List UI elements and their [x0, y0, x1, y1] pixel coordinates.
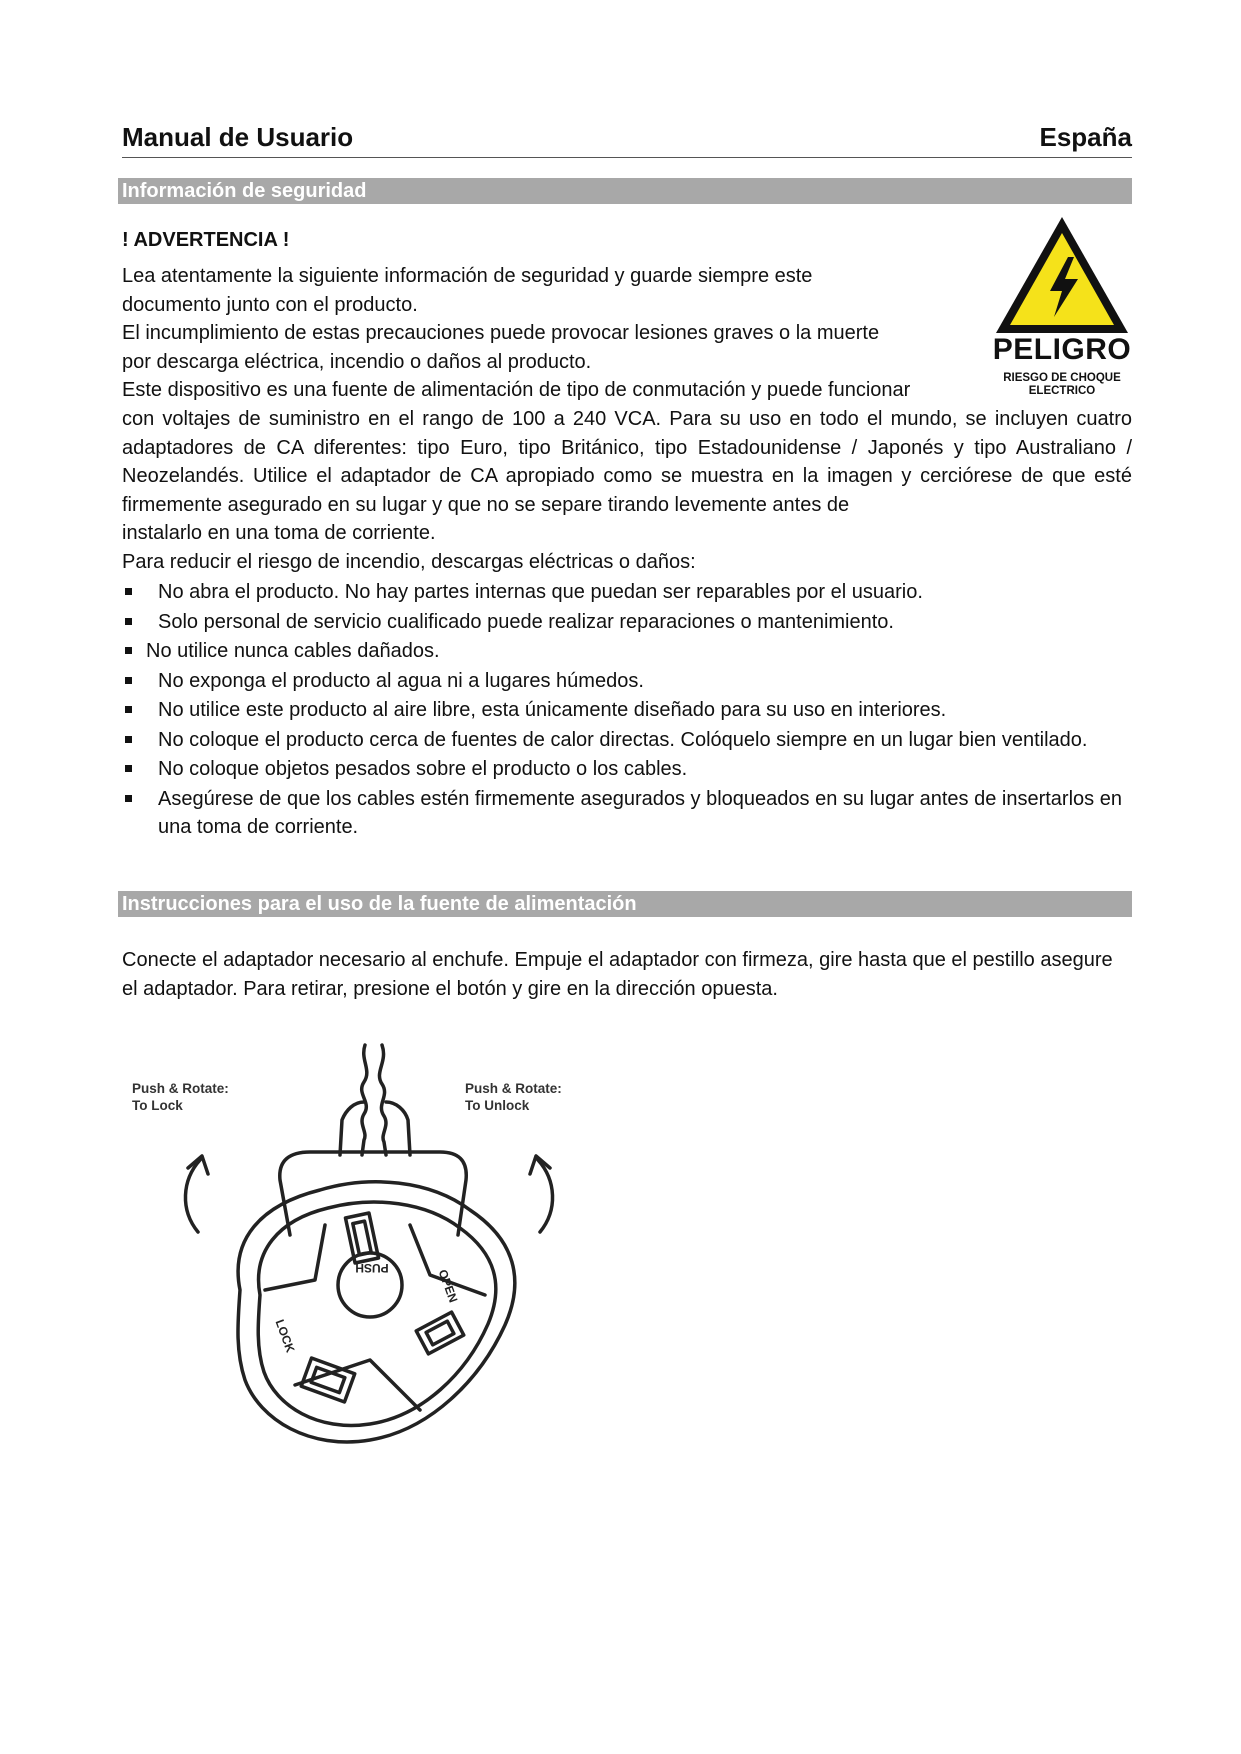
bullet-square-icon [125, 765, 132, 772]
lock-text: LOCK [272, 1317, 298, 1355]
adapter-plate [238, 1182, 515, 1442]
intro-line: Este dispositivo es una fuente de alimentación de tipo de conmutación y puede funcionar [122, 379, 911, 401]
lock-instruction-label: Push & Rotate: To Lock [132, 1081, 229, 1113]
list-item: No coloque objetos pesados sobre el producto o los cables. [122, 755, 1132, 784]
list-item: No utilice este producto al aire libre, esta únicamente diseñado para su uso en interiores. [122, 696, 1132, 725]
danger-sign-title: PELIGRO [992, 333, 1132, 366]
bullet-square-icon [125, 647, 132, 654]
list-item: No exponga el producto al agua ni a lugares húmedos. [122, 667, 1132, 696]
intro-line: Lea atentamente la siguiente información de seguridad y guarde siempre este [122, 265, 813, 287]
region-label: España [1039, 122, 1132, 152]
safety-intro-wide [122, 405, 1132, 576]
list-item: No utilice nunca cables dañados. [122, 637, 1132, 666]
instructions-section-heading: Instrucciones para el uso de la fuente de alimentación [118, 891, 1132, 917]
plug-pin-top-inner [353, 1221, 371, 1255]
cable-right [386, 1102, 410, 1155]
safety-section-heading: Información de seguridad [118, 178, 1132, 204]
rotate-unlock-arrow-icon [538, 1160, 553, 1232]
intro-line: El incumplimiento de estas precauciones puede provocar lesiones graves o la muerte [122, 322, 880, 344]
bullet-square-icon [125, 588, 132, 595]
plug-pin-right [416, 1312, 464, 1354]
bullet-square-icon [125, 706, 132, 713]
intro-wide-last: instalarlo en una toma de corriente. [122, 522, 436, 544]
rotate-lock-arrow-icon [185, 1160, 200, 1232]
cable-left [340, 1102, 364, 1155]
list-item: Asegúrese de que los cables estén firmemente asegurados y bloqueados en su lugar antes de insertarlos en una toma de corriente. [122, 785, 1132, 842]
segment-line [265, 1225, 325, 1290]
intro-line: documento junto con el producto. [122, 293, 418, 316]
adapter-figure [120, 1040, 600, 1460]
bullet-square-icon [125, 736, 132, 743]
bullet-square-icon [125, 618, 132, 625]
reduce-risk-text: Para reducir el riesgo de incendio, descargas eléctricas o daños: [122, 550, 696, 573]
intro-wide-text: con voltajes de suministro en el rango de 100 a 240 VCA. Para su uso en todo el mundo, se incluyen cuatro adaptadores de CA diferentes: tipo Euro, tipo Británico, tipo Estadounidense / Japonés y tipo Australiano / Neozelandés. Utilice el adaptador de CA apropiado como se muestra en la imagen y cerciórese de que esté firmemente asegurado en su lugar y que no se separe tirando levemente antes de [122, 408, 1132, 516]
unlock-instruction-label: Push & Rotate: To Unlock [465, 1081, 562, 1113]
safety-intro-narrow [122, 262, 992, 405]
push-text: PUSH [355, 1261, 389, 1275]
intro-line: por descarga eléctrica, incendio o daños al producto. [122, 350, 592, 373]
manual-title: Manual de Usuario [122, 122, 354, 152]
cable-strain-relief [362, 1045, 367, 1155]
list-item: Solo personal de servicio cualificado puede realizar reparaciones o mantenimiento. [122, 608, 1132, 637]
safety-bullet-list [122, 578, 1132, 843]
bullet-square-icon [125, 795, 132, 802]
danger-sign-subtitle: RIESGO DE CHOQUE ELECTRICO [1003, 372, 1121, 397]
warning-title: ! ADVERTENCIA ! [122, 229, 290, 251]
list-item: No coloque el producto cerca de fuentes de calor directas. Colóquelo siempre en un lugar bien ventilado. [122, 726, 1132, 755]
page-header [122, 122, 1132, 158]
bullet-square-icon [125, 677, 132, 684]
list-item: No abra el producto. No hay partes internas que puedan ser reparables por el usuario. [122, 578, 1132, 607]
cable-strain-relief-right [379, 1045, 386, 1155]
instructions-text: Conecte el adaptador necesario al enchufe. Empuje el adaptador con firmeza, gire hasta que el pestillo asegure el adaptador. Para retirar, presione el botón y gire en la dirección opuesta. [122, 949, 1113, 1000]
open-text: OPEN [435, 1267, 461, 1305]
